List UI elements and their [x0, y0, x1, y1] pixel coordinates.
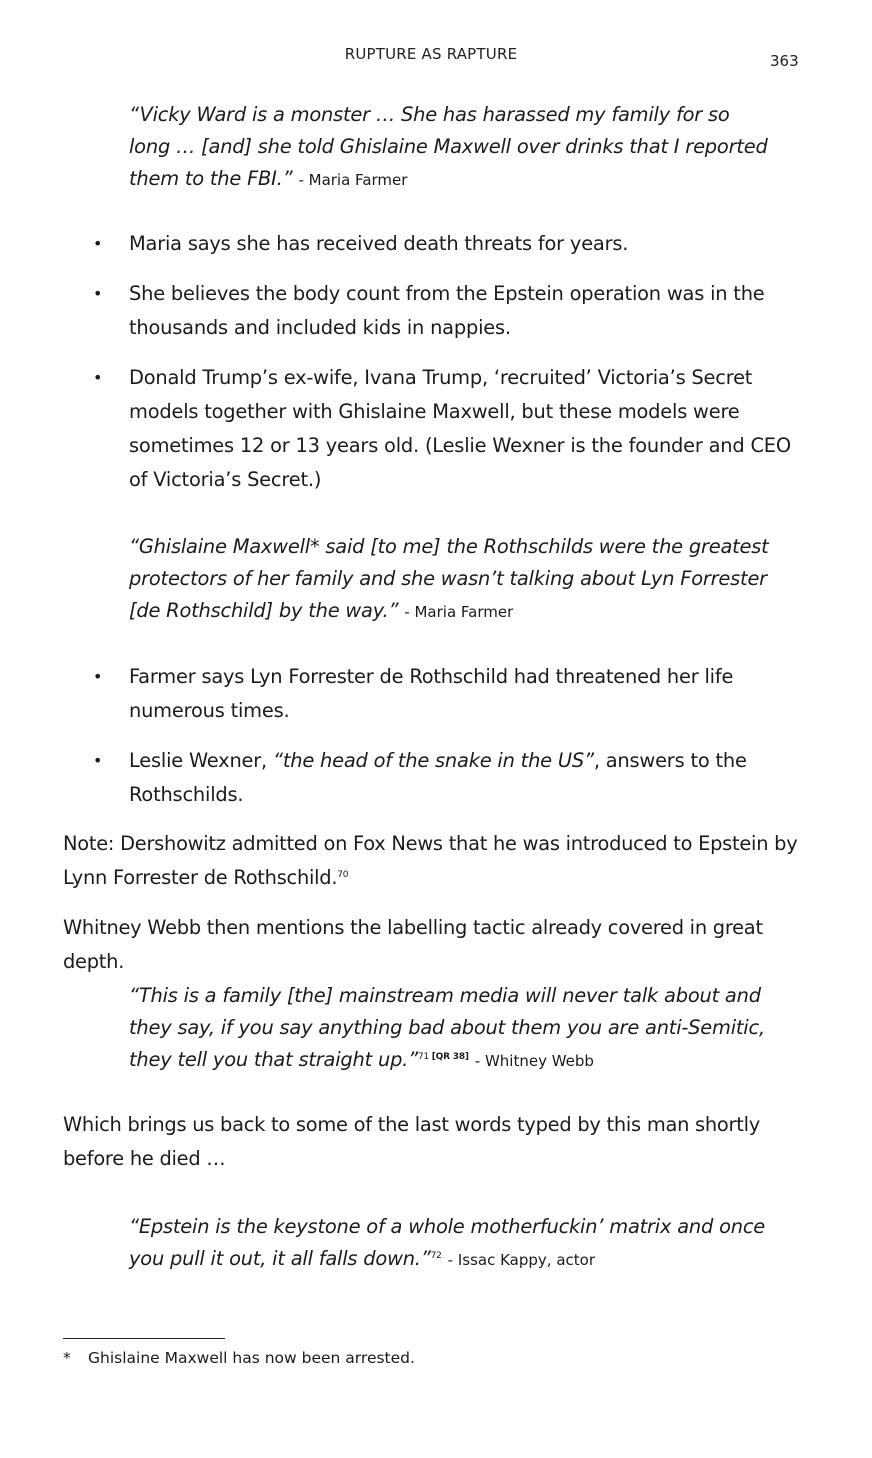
bullet-icon: • — [93, 368, 103, 387]
footnote-ref: 70 — [337, 870, 349, 880]
list-item-text-suffix: , answers to the Rothschilds. — [129, 749, 747, 806]
list-item-text-italic: “the head of the snake in the US” — [272, 749, 594, 772]
paragraph — [63, 911, 808, 979]
running-head: RUPTURE AS RAPTURE — [344, 45, 518, 63]
bullet-icon: • — [93, 667, 103, 686]
quote-attribution: - Maria Farmer — [298, 171, 408, 189]
quote-attribution: - Maria Farmer — [404, 603, 514, 621]
quote-attribution: - Whitney Webb — [474, 1052, 594, 1070]
quote-block — [129, 99, 769, 196]
bullet-icon: • — [93, 234, 103, 253]
quote-attribution: - Issac Kappy, actor — [447, 1251, 595, 1269]
list-item — [93, 660, 809, 728]
bullet-icon: • — [93, 751, 103, 770]
footnote-mark: * — [63, 1349, 71, 1367]
list-item-text-prefix: Leslie Wexner, — [129, 749, 273, 772]
paragraph-text: Which brings us back to some of the last words typed by this man shortly before he died … — [63, 1113, 760, 1170]
list-item-text: Farmer says Lyn Forrester de Rothschild had threatened her life numerous times. — [129, 665, 734, 722]
paragraph — [63, 827, 808, 895]
quote-block — [129, 1211, 769, 1276]
qr-ref: [QR 38] — [431, 1052, 469, 1062]
list-item — [93, 227, 809, 261]
footnote-rule — [63, 1338, 225, 1339]
footnote — [63, 1347, 415, 1369]
bullet-icon: • — [93, 284, 103, 303]
quote-text: “Ghislaine Maxwell* said [to me] the Rothschilds were the greatest protectors of her family and she wasn’t talking about Lyn Forrester [de Rothschild] by the way.” — [129, 535, 769, 622]
quote-text: “Epstein is the keystone of a whole motherfuckin’ matrix and once you pull it out, it all falls down.” — [129, 1215, 766, 1270]
paragraph — [63, 1108, 808, 1176]
paragraph-text: Whitney Webb then mentions the labelling tactic already covered in great depth. — [63, 916, 763, 973]
footnote-ref: 71 [QR 38] — [418, 1052, 469, 1062]
list-item — [93, 277, 809, 345]
quote-text: “This is a family [the] mainstream media will never talk about and they say, if you say anything bad about them you are anti-Semitic, they tell you that straight up.” — [129, 984, 765, 1071]
list-item-text: Maria says she has received death threats for years. — [129, 232, 629, 255]
footnote-ref: 72 — [430, 1251, 442, 1261]
list-item-text: Donald Trump’s ex-wife, Ivana Trump, ‘recruited’ Victoria’s Secret models together with Ghislaine Maxwell, but these models were sometimes 12 or 13 years old. (Leslie Wexner is the founder and CEO of Victoria’s Secret.) — [129, 366, 791, 491]
quote-block — [129, 531, 769, 628]
list-item — [93, 361, 809, 497]
quote-text: “Vicky Ward is a monster … She has harassed my family for so long … [and] she told Ghislaine Maxwell over drinks that I reported them to the FBI.” — [129, 103, 768, 190]
list-item-text: She believes the body count from the Epstein operation was in the thousands and included kids in nappies. — [129, 282, 765, 339]
footnote-text: Ghislaine Maxwell has now been arrested. — [88, 1349, 415, 1367]
quote-block — [129, 980, 769, 1077]
page-number: 363 — [770, 52, 799, 70]
paragraph-text: Note: Dershowitz admitted on Fox News that he was introduced to Epstein by Lynn Forrester de Rothschild. — [63, 832, 798, 889]
list-item — [93, 744, 809, 812]
